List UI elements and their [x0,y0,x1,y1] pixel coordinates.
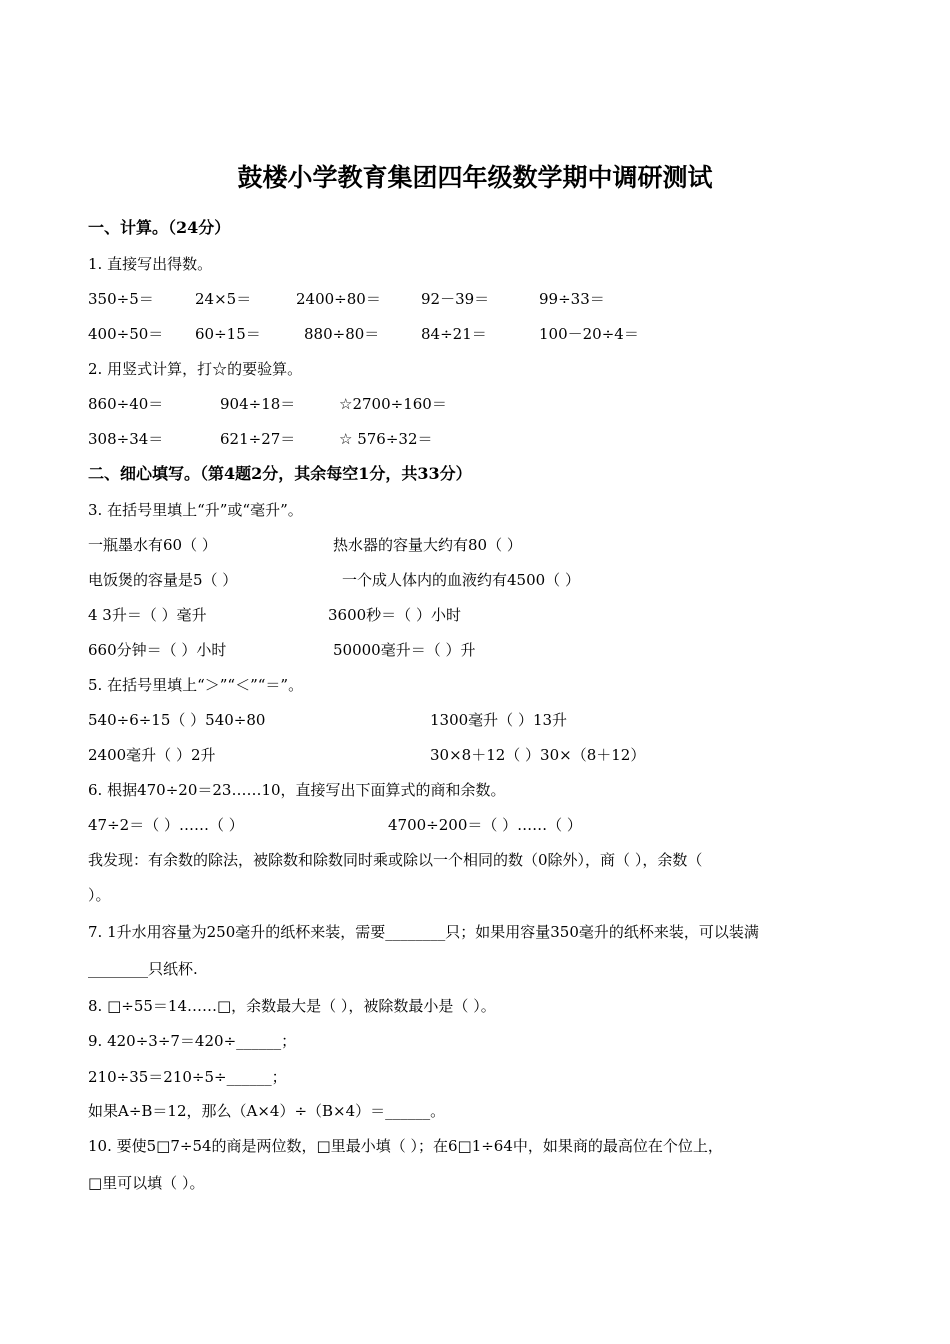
q3-item: 电饭煲的容量是5（ ） [88,571,238,589]
q6-item: 47÷2＝（ ）……（ ） [88,816,244,834]
q6-finding: 我发现：有余数的除法，被除数和除数同时乘或除以一个相同的数（0除外），商（ ），余数（ [88,851,703,869]
question-7-line-1: 7. 1升水用容量为250毫升的纸杯来装，需要________只；如果用容量350毫升的纸杯来装，可以装满 [88,923,759,941]
question-3-text: 3. 在括号里填上“升”或“毫升”。 [88,501,303,519]
q2-item: ☆ 576÷32＝ [339,430,433,448]
q5-item: 2400毫升（ ）2升 [88,746,216,764]
question-8: 8. □÷55＝14……□，余数最大是（ ），被除数最小是（ ）。 [88,997,496,1015]
q2-item: ☆2700÷160＝ [339,395,447,413]
q1-item: 400÷50＝ [88,325,164,343]
q3-item: 一个成人体内的血液约有4500（ ） [342,571,580,589]
section-1-heading: 一、计算。（24分） [88,218,231,237]
q6-item: 4700÷200＝（ ）……（ ） [388,816,582,834]
q2-item: 308÷34＝ [88,430,164,448]
q4-item: 4 3升＝（ ）毫升 [88,606,207,624]
question-2-text: 2. 用竖式计算，打☆的要验算。 [88,360,303,378]
q4-item: 3600秒＝（ ）小时 [328,606,461,624]
q3-item: 一瓶墨水有60（ ） [88,536,217,554]
question-9-line-1: 9. 420÷3÷7＝420÷______； [88,1032,297,1050]
q1-item: 99÷33＝ [539,290,605,308]
q1-item: 24×5＝ [195,290,252,308]
question-9-line-2: 210÷35＝210÷5÷______； [88,1068,287,1086]
q1-item: 2400÷80＝ [296,290,381,308]
q5-item: 1300毫升（ ）13升 [430,711,568,729]
section-2-heading: 二、细心填写。（第4题2分，其余每空1分，共33分） [88,464,472,483]
q1-item: 100－20÷4＝ [539,325,639,343]
q2-item: 860÷40＝ [88,395,164,413]
q4-item: 50000毫升＝（ ）升 [333,641,476,659]
q6-finding-end: ）。 [88,886,111,904]
q1-item: 60÷15＝ [195,325,261,343]
page-title: 鼓楼小学教育集团四年级数学期中调研测试 [237,163,713,192]
q4-item: 660分钟＝（ ）小时 [88,641,227,659]
q5-item: 30×8＋12（ ）30×（8＋12） [430,746,646,764]
q2-item: 904÷18＝ [220,395,296,413]
question-1-text: 1. 直接写出得数。 [88,255,213,273]
question-9-line-3: 如果A÷B＝12，那么（A×4）÷（B×4）＝______。 [88,1102,446,1120]
q1-item: 84÷21＝ [421,325,487,343]
q5-item: 540÷6÷15（ ）540÷80 [88,711,266,729]
question-7-line-2: ________只纸杯. [88,960,198,978]
q2-item: 621÷27＝ [220,430,296,448]
q1-item: 880÷80＝ [304,325,380,343]
question-5-text: 5. 在括号里填上“＞”“＜”“＝”。 [88,676,304,694]
question-6-text: 6. 根据470÷20＝23……10，直接写出下面算式的商和余数。 [88,781,506,799]
question-10-line-1: 10. 要使5□7÷54的商是两位数，□里最小填（ ）；在6□1÷64中，如果商的最高位在个位上， [88,1137,723,1155]
q1-item: 92－39＝ [421,290,490,308]
q1-item: 350÷5＝ [88,290,154,308]
q3-item: 热水器的容量大约有80（ ） [333,536,522,554]
question-10-line-2: □里可以填（ ）。 [88,1174,205,1192]
